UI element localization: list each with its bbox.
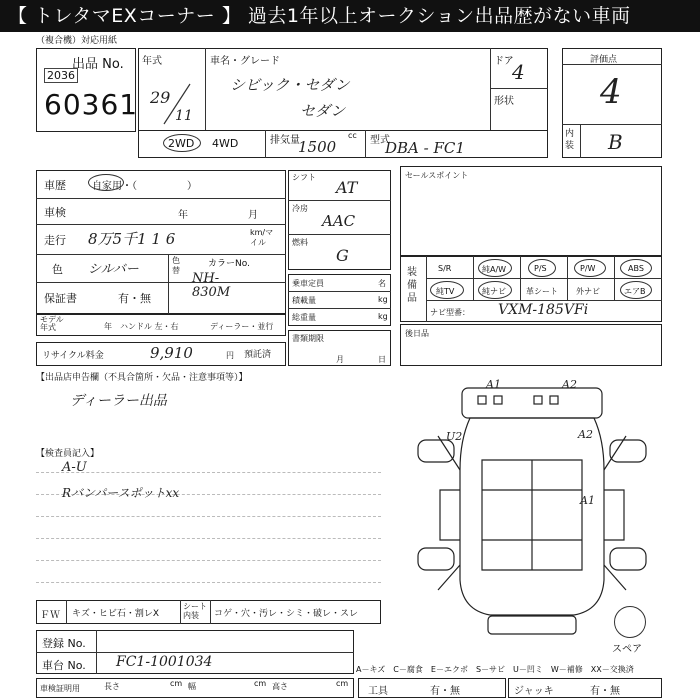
equip-tv: 純TV: [436, 287, 455, 296]
sales-point-label: セールスポイント: [405, 171, 469, 180]
month-value: 11: [175, 108, 193, 124]
tools-label: 工具: [368, 686, 388, 697]
score-value: 4: [600, 72, 622, 112]
equip-circle-icon: [528, 259, 556, 277]
chassis-value: FC1-1001034: [116, 654, 213, 670]
mark-front: A1: [486, 378, 501, 391]
equip-leather: 革シート: [526, 287, 558, 296]
mileage-unit: km/マイル: [250, 228, 274, 247]
lot-label: 出品 No.: [72, 57, 124, 72]
mark-right: A2: [578, 428, 593, 441]
year-slash-icon: [150, 82, 200, 126]
seat-label: シート内装: [183, 602, 207, 620]
drive-2wd: 2WD: [168, 137, 195, 150]
model-year-label: モデル年式: [40, 315, 64, 332]
gross-unit: kg: [378, 312, 388, 321]
damage-legend: A－キズ C－腐食 E－エクボ S－サビ U－凹ミ W－補修 XX－交換済: [356, 665, 634, 674]
recycle-value: 9,910: [150, 344, 193, 362]
lot-number: 60361: [44, 88, 139, 121]
wheel-icon: [418, 548, 454, 570]
equip-ps: P/S: [534, 264, 547, 273]
cert-length-unit: cm: [170, 679, 183, 688]
spare-tire-icon: [614, 606, 646, 638]
front-bumper-icon: [462, 388, 602, 418]
wheel-icon: [418, 440, 454, 462]
car-grade-value: セダン: [300, 102, 346, 120]
handle-options: ハンドル 左・右: [120, 322, 179, 331]
mileage-label: 走行: [44, 234, 66, 247]
inspection-month-unit: 月: [248, 210, 258, 221]
mark-front-right: A2: [562, 378, 577, 391]
mark-right-door: A1: [580, 494, 595, 507]
equip-circle-icon: [574, 259, 606, 277]
warranty-options: 有・無: [118, 292, 151, 305]
doc-period-day: 日: [378, 355, 386, 364]
score-label: 評価点: [590, 55, 618, 65]
seat-options: コゲ・穴・汚レ・シミ・破レ・スレ: [214, 609, 359, 619]
color-value: シルバー: [88, 262, 139, 277]
equip-circle-icon: [478, 259, 512, 277]
gross-label: 総重量: [292, 313, 316, 322]
interior-value: B: [608, 130, 623, 154]
lot-sub-number: 2036: [44, 68, 78, 83]
inspection-label: 車検: [44, 206, 66, 219]
rear-items-box: [400, 324, 662, 366]
jack-options: 有・無: [590, 686, 620, 697]
history-options: 自家用・（ ）: [92, 181, 197, 192]
car-name-label: 車名・グレード: [210, 56, 280, 67]
shift-value: AT: [336, 178, 358, 197]
mileage-value: 8万5千1 1 6: [88, 230, 176, 248]
load-label: 積載量: [292, 296, 316, 305]
drive-circle-icon: [163, 134, 201, 152]
doc-period-month: 月: [336, 355, 344, 364]
capacity-label: 乗車定員: [292, 279, 324, 288]
inspector-label: 【検査員記入】: [36, 449, 100, 459]
displacement-unit: cc: [348, 131, 357, 140]
car-name-value: シビック・セダン: [230, 76, 350, 94]
auction-banner: 【 トレタマEXコーナー 】 過去1年以上オークション出品歴がない車両: [0, 0, 700, 32]
rear-bumper-icon: [488, 616, 576, 634]
color-change-label: 色替: [172, 256, 180, 275]
color-no-label: カラーNo.: [208, 259, 250, 269]
fw-options: キズ・ヒビ石・割レX: [72, 609, 159, 619]
recycle-status: 預託済: [244, 350, 272, 360]
equip-ext-navi: 外ナビ: [576, 287, 600, 296]
cert-height-unit: cm: [336, 679, 349, 688]
wheel-icon: [610, 440, 646, 462]
color-label: 色: [52, 263, 63, 276]
equip-pw: P/W: [580, 264, 596, 273]
year-label: 年式: [142, 56, 162, 67]
cert-height: 高さ: [272, 682, 288, 691]
model-year-unit: 年: [104, 322, 112, 331]
shape-label: 形状: [494, 96, 514, 107]
inspection-year-unit: 年: [178, 210, 188, 221]
ac-label: 冷房: [292, 204, 308, 213]
door-value: 4: [512, 60, 525, 84]
jack-label: ジャッキ: [514, 686, 554, 697]
interior-label: 内装: [565, 129, 575, 151]
cert-length: 長さ: [104, 682, 120, 691]
fuel-label: 燃料: [292, 238, 308, 247]
equip-circle-icon: [620, 259, 652, 277]
color-no-value: NH-830M: [192, 271, 231, 300]
shift-label: シフト: [292, 173, 316, 182]
cert-width: 幅: [188, 682, 196, 691]
drive-4wd: 4WD: [212, 137, 239, 150]
history-label: 車歴: [44, 179, 66, 192]
equipment-label: 装備品: [407, 267, 417, 304]
mark-left: U2: [446, 430, 463, 443]
equip-circle-icon: [620, 281, 652, 299]
equip-circle-icon: [478, 281, 512, 299]
navi-model-value: VXM-185VFi: [498, 302, 589, 318]
displacement-value: 1500: [298, 138, 337, 156]
model-value: DBA - FC1: [385, 139, 465, 157]
spare-label: スペア: [612, 644, 642, 655]
cert-label: 車検証明用: [40, 684, 80, 693]
load-unit: kg: [378, 295, 388, 304]
seller-notes-label: 【出品店申告欄（不具合箇所・欠品・注意事項等）】: [36, 373, 248, 383]
history-circle-icon: [88, 174, 124, 191]
seller-notes-value: ディーラー出品: [70, 393, 167, 409]
year-value: 29: [150, 88, 171, 107]
doc-period-label: 書類期限: [292, 334, 324, 343]
inspector-note-2: Rバンパースポットxx: [62, 486, 180, 500]
chassis-label: 車台 No.: [42, 659, 86, 672]
warranty-label: 保証書: [44, 292, 77, 305]
fw-label: ＦＷ: [40, 610, 60, 621]
door-label: ドア: [494, 56, 514, 67]
rear-items-label: 後日品: [405, 329, 429, 338]
equip-airbag: エアB: [624, 287, 646, 296]
registration-label: 登録 No.: [42, 637, 86, 650]
form-subtitle: （複合機）対応用紙: [36, 36, 118, 46]
equip-circle-icon: [430, 281, 464, 299]
fuel-value: G: [336, 246, 349, 265]
equip-aw: 純A/W: [482, 265, 507, 274]
tools-options: 有・無: [430, 686, 460, 697]
displacement-label: 排気量: [270, 135, 300, 146]
equip-abs: ABS: [628, 264, 644, 273]
equip-navi: 純ナビ: [482, 287, 506, 296]
wheel-icon: [610, 548, 646, 570]
ac-value: AAC: [322, 212, 356, 230]
inspector-note-1: A-U: [62, 460, 87, 475]
equip-sr: S/R: [438, 264, 452, 273]
recycle-unit: 円: [226, 351, 234, 360]
recycle-label: リサイクル料金: [42, 351, 104, 361]
cert-width-unit: cm: [254, 679, 267, 688]
dealer-options: ディーラー・並行: [210, 322, 274, 331]
capacity-unit: 名: [378, 279, 386, 288]
car-diagram: [410, 380, 660, 640]
navi-model-label: ナビ型番：: [430, 308, 470, 317]
model-label: 型式: [370, 135, 390, 146]
